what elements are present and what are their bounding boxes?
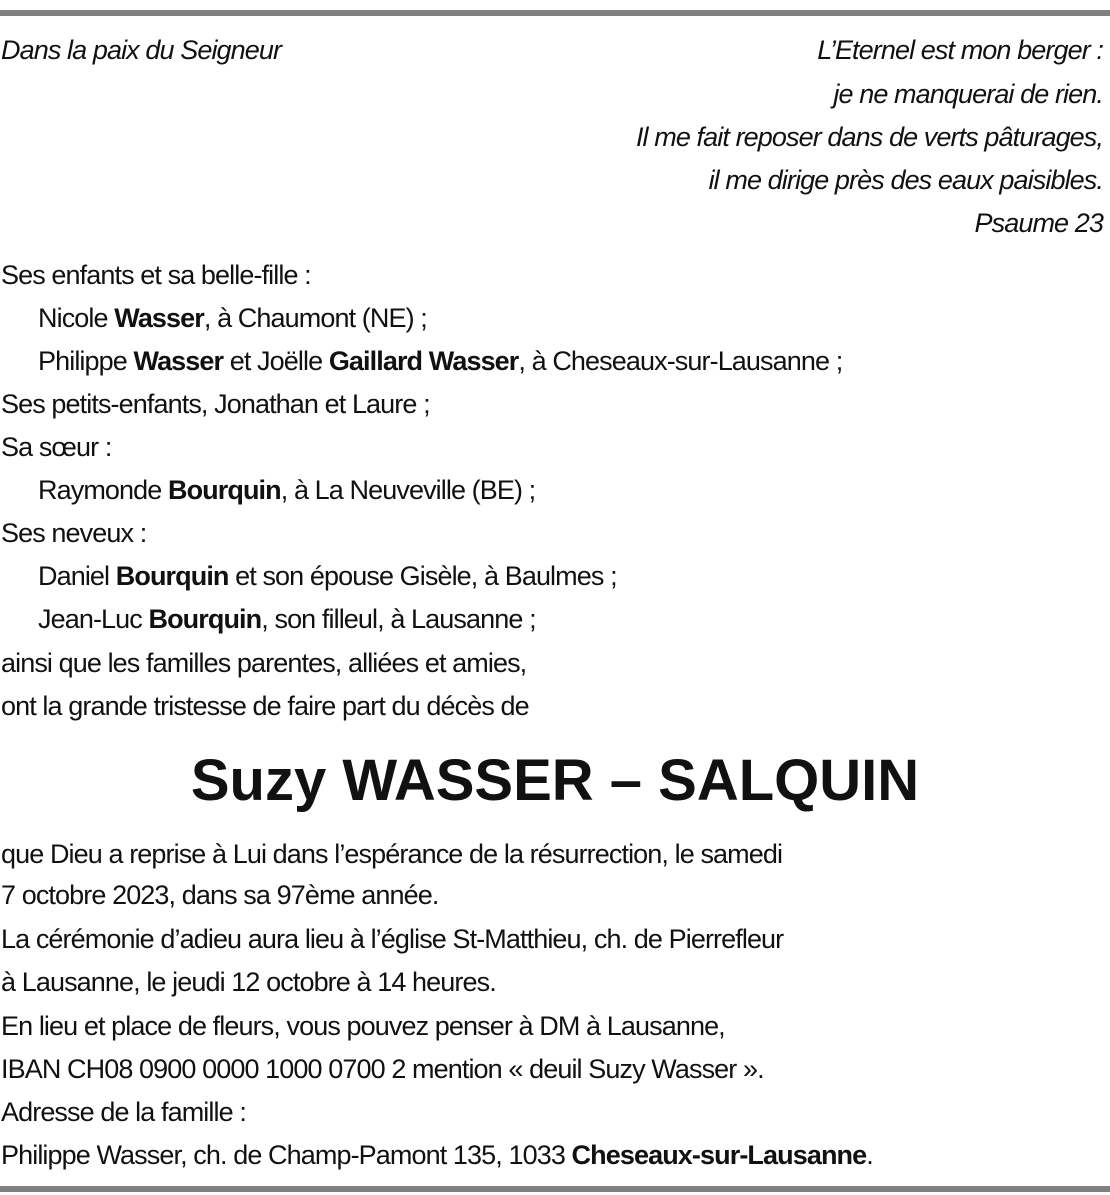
member-location: , à Cheseaux-sur-Lausanne ;: [518, 346, 843, 376]
address-street: Philippe Wasser, ch. de Champ-Pamont 135, 1033: [1, 1140, 572, 1170]
nephews-heading: Ses neveux :: [1, 518, 147, 548]
member-last-name: Wasser: [114, 303, 204, 333]
family-member-daniel: [38, 558, 617, 594]
psalm-line-4: il me dirige près des eaux paisibles.: [708, 165, 1103, 195]
families-line: ainsi que les familles parentes, alliées et amies,: [1, 648, 527, 678]
member-last-name: Bourquin: [148, 604, 262, 634]
ceremony-line-2: à Lausanne, le jeudi 12 octobre à 14 heures.: [1, 967, 496, 997]
family-member-jean-luc: [38, 601, 536, 637]
address-end: .: [866, 1140, 873, 1170]
bottom-rule: [0, 1186, 1110, 1192]
motto-text: Dans la paix du Seigneur: [1, 35, 282, 65]
psalm-line-3: Il me fait reposer dans de verts pâturages,: [635, 122, 1103, 152]
member-location: , à Chaumont (NE) ;: [203, 303, 427, 333]
details-line-2: 7 octobre 2023, dans sa 97ème année.: [1, 880, 439, 910]
spouse-last-name: Gaillard Wasser: [328, 346, 519, 376]
member-first-name: Raymonde: [38, 475, 168, 505]
grandchildren-line: Ses petits-enfants, Jonathan et Laure ;: [1, 389, 430, 419]
family-member-raymonde: [38, 472, 535, 508]
family-member-nicole: [38, 300, 427, 336]
member-first-name: Daniel: [38, 561, 116, 591]
member-first-name: Jean-Luc: [38, 604, 149, 634]
details-line-1: que Dieu a reprise à Lui dans l’espérance de la résurrection, le samedi: [1, 839, 783, 869]
member-location: et son épouse Gisèle, à Baulmes ;: [228, 561, 617, 591]
children-heading: Ses enfants et sa belle-fille :: [1, 260, 311, 290]
address-heading: Adresse de la famille :: [1, 1097, 246, 1127]
psalm-line-1: L’Eternel est mon berger :: [817, 35, 1103, 65]
member-location: , à La Neuveville (BE) ;: [280, 475, 536, 505]
psalm-reference: Psaume 23: [974, 208, 1103, 238]
iban-line: IBAN CH08 0900 0000 1000 0700 2 mention « deuil Suzy Wasser ».: [1, 1054, 764, 1084]
address-city: Cheseaux-sur-Lausanne: [571, 1140, 867, 1170]
member-last-name: Wasser: [133, 346, 224, 376]
top-rule: [0, 10, 1110, 16]
member-spouse: et Joëlle: [223, 346, 329, 376]
member-last-name: Bourquin: [167, 475, 281, 505]
member-first-name: Nicole: [38, 303, 115, 333]
member-last-name: Bourquin: [115, 561, 229, 591]
deceased-name: Suzy WASSER – SALQUIN: [190, 748, 920, 813]
psalm-line-2: je ne manquerai de rien.: [833, 79, 1103, 109]
announcement-line: ont la grande tristesse de faire part du décès de: [1, 691, 529, 721]
member-first-name: Philippe: [38, 346, 134, 376]
family-address: [1, 1137, 873, 1173]
sister-heading: Sa sœur :: [1, 432, 112, 462]
ceremony-line-1: La cérémonie d’adieu aura lieu à l’église St-Matthieu, ch. de Pierrefleur: [1, 924, 784, 954]
family-member-philippe: [38, 343, 842, 379]
member-location: , son filleul, à Lausanne ;: [261, 604, 536, 634]
donation-line: En lieu et place de fleurs, vous pouvez penser à DM à Lausanne,: [1, 1011, 725, 1041]
